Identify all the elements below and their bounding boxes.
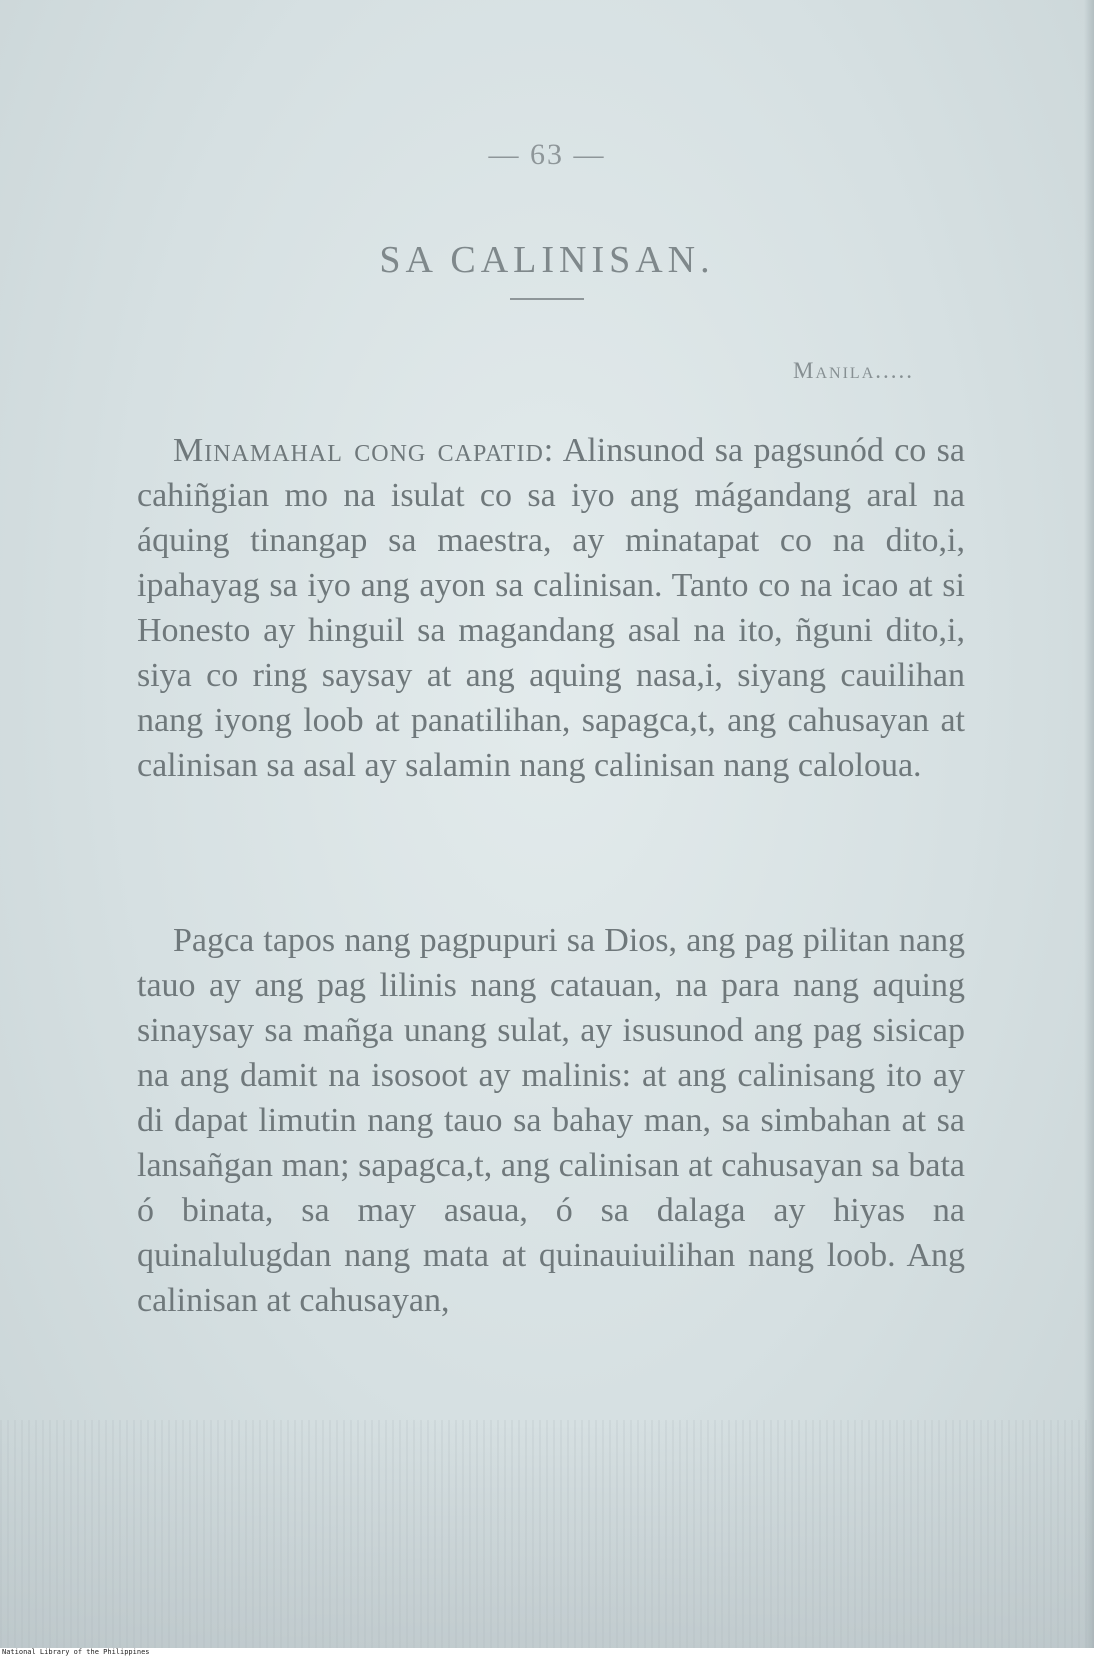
paragraph-1-body: Alinsunod sa pagsunód co sa cahiñgian mo na isulat co sa iyo ang mágandang aral na áquing tinangap sa maestra, ay minatapat co na dito,i, ipahayag sa iyo ang ayon sa calinisan. Tanto co na icao at si Honesto ay hinguil sa magandang asal na ito, ñguni dito,i, siya co ring saysay at ang aquing nasa,i, siyang cauilihan nang iyong loob at panatilihan, sapagca,t, ang cahusayan at calinisan sa asal ay salamin nang calinisan nang caloloua. [137,432,965,784]
page-number: — 63 — [488,138,606,171]
letter-salutation: Minamahal cong capatid: [173,432,555,469]
paragraph-2: Pagca tapos nang pagpupuri sa Dios, ang pag pilitan nang tauo ay ang pag lilinis nang catauan, na para nang aquing sinaysay sa mañga unang sulat, ay isusunod ang pag sisicap na ang damit na isosoot ay malinis: at ang calinisang ito ay di dapat limutin nang tauo sa bahay man, sa simbahan at sa lansañgan man; sapagca,t, ang calinisan at cahusayan sa bata ó binata, sa may asaua, ó sa dalaga ay hiyas na quinalulugdan nang mata at quinauiuilihan nang loob. Ang calinisan at cahusayan, [137,922,965,1319]
scan-noise-band [0,1420,1094,1648]
letter-place: Manila..... [793,358,914,383]
library-credit: National Library of the Philippines [2,1648,150,1656]
chapter-title: SA CALINISAN. [379,239,715,281]
paragraph-1 [137,428,965,788]
title-rule [510,298,584,300]
